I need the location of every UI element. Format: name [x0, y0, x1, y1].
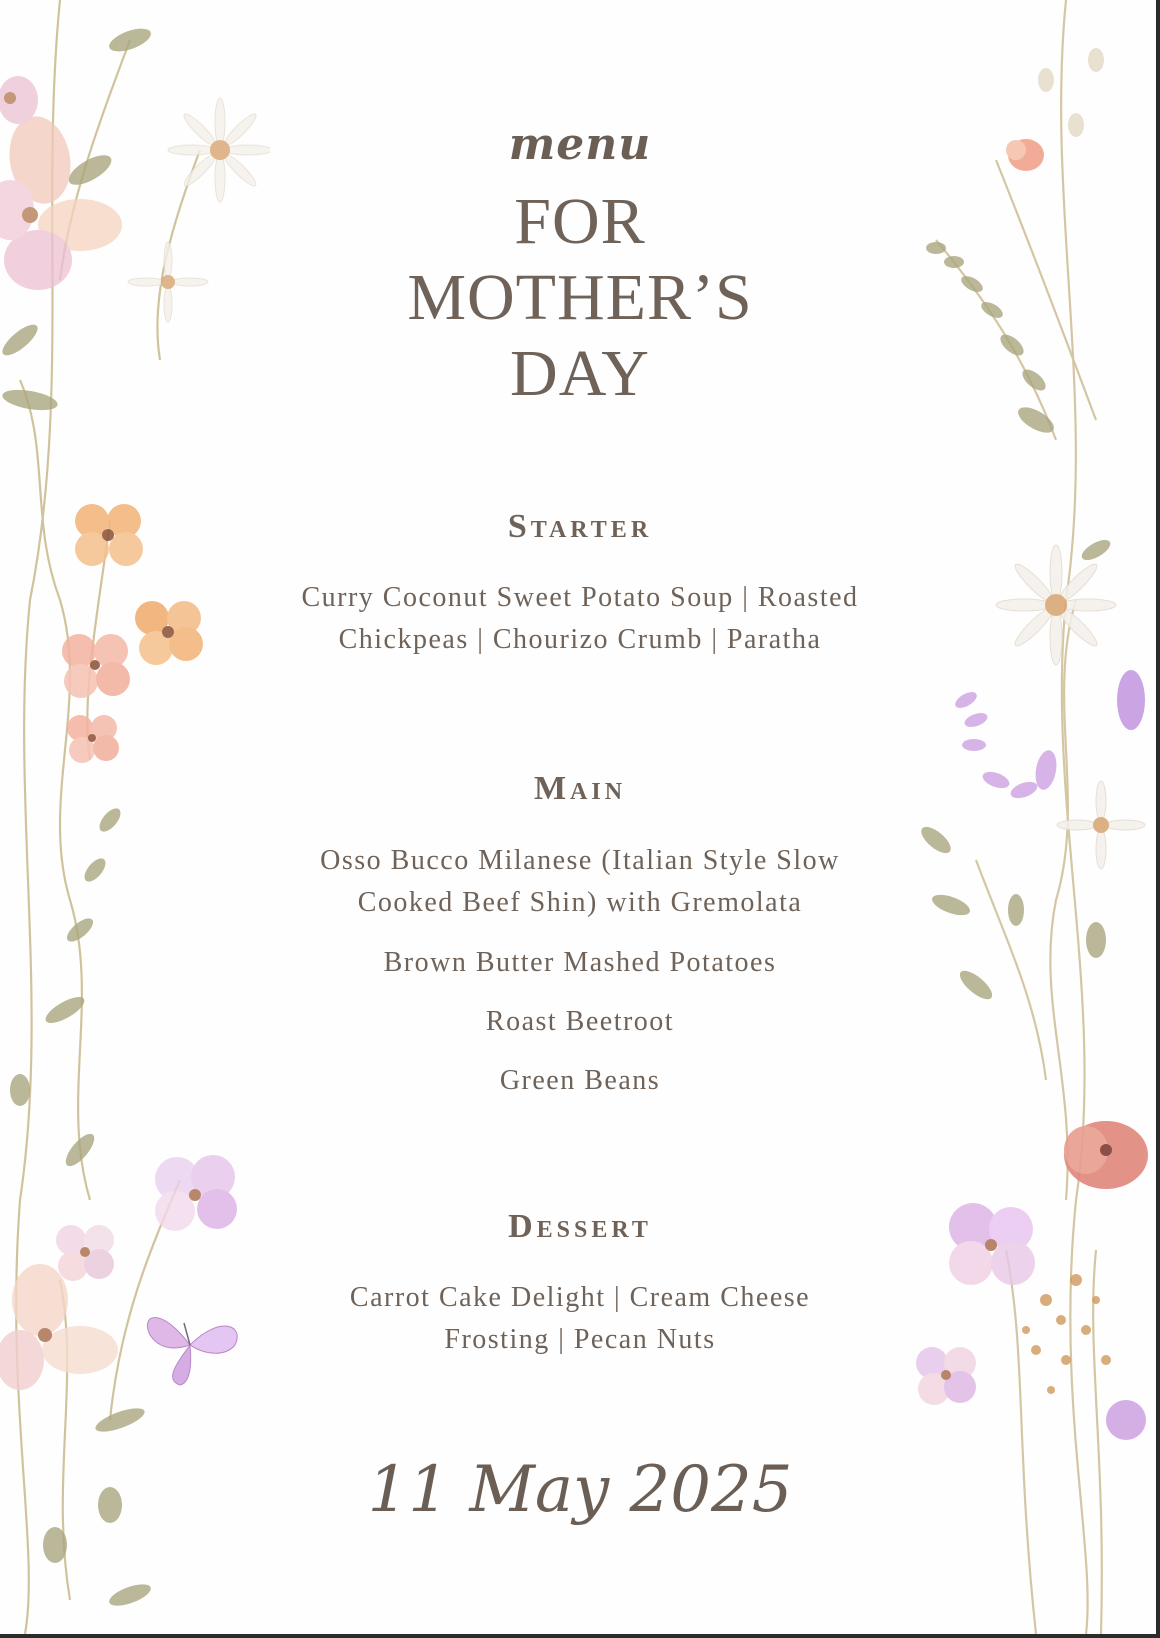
menu-content	[260, 0, 900, 1634]
event-date: 11 May 2025	[367, 1453, 793, 1527]
section-heading-main: Main	[533, 770, 627, 807]
menu-item: Roast Beetroot	[485, 1006, 675, 1037]
page-edge-right	[1156, 0, 1160, 1638]
section-heading-dessert: Dessert	[508, 1208, 652, 1245]
title-line: MOTHER’S	[407, 261, 753, 334]
section-heading-starter: Starter	[507, 508, 653, 545]
menu-title	[260, 184, 900, 412]
menu-item: Brown Butter Mashed Potatoes	[383, 947, 777, 978]
menu-item: Osso Bucco Milanese (Italian Style Slow Cooked Beef Shin) with Gremolata	[320, 845, 840, 918]
menu-item: Green Beans	[499, 1065, 661, 1096]
butterfly-icon	[147, 1318, 237, 1386]
floral-border-left-icon	[0, 0, 270, 1634]
title-line: FOR	[514, 185, 646, 258]
menu-item: Carrot Cake Delight | Cream Cheese Frosting | Pecan Nuts	[349, 1282, 811, 1355]
menu-script-word: menu	[508, 119, 652, 170]
page-edge-bottom	[0, 1634, 1160, 1638]
menu-item: Curry Coconut Sweet Potato Soup | Roasted Chickpeas | Chourizo Crumb | Paratha	[301, 582, 859, 655]
floral-border-right-icon	[896, 0, 1156, 1634]
title-line: DAY	[510, 337, 650, 410]
